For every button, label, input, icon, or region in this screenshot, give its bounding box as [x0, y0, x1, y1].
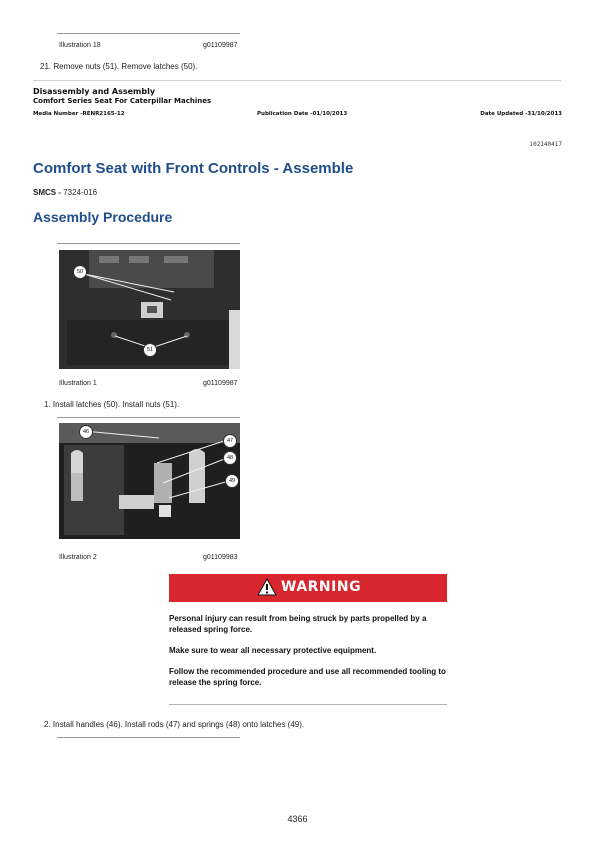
doc-header-title: Disassembly and Assembly [33, 87, 156, 96]
doc-header-subtitle: Comfort Series Seat For Caterpillar Machines [33, 97, 212, 105]
publication-date: Publication Date -01/10/2013 [257, 111, 348, 117]
figure2-top-rule [57, 417, 240, 418]
step-21: 21. Remove nuts (51). Remove latches (50). [40, 62, 198, 71]
figure-code: g01109987 [203, 42, 238, 49]
warning-text-3: Follow the recommended procedure and use all recommended tooling to release the spring force. [169, 667, 446, 687]
warning-bottom-rule [169, 704, 447, 705]
figure1-top-rule [57, 243, 240, 244]
top-rule [57, 33, 240, 34]
callout-47: 47 [223, 434, 237, 448]
callout-48: 48 [223, 451, 237, 465]
page-number: 4366 [287, 814, 308, 824]
smcs-line [33, 188, 97, 197]
warning-heading [257, 578, 361, 596]
warning-text-2: Make sure to wear all necessary protective equipment. [169, 646, 377, 655]
media-number: Media Number -RENR2165-12 [33, 111, 125, 117]
callout-49: 49 [225, 474, 239, 488]
smcs-label: SMCS - [33, 188, 61, 197]
callout-51: 51 [143, 343, 157, 357]
callout-46: 46 [79, 425, 93, 439]
warning-triangle-icon [257, 578, 277, 596]
warning-banner [169, 574, 447, 602]
section-title: Assembly Procedure [33, 209, 173, 225]
figure3-top-rule [57, 737, 240, 738]
illustration1-label: Illustration 1 [59, 380, 97, 387]
doc-id: i02140417 [529, 141, 562, 148]
illustration2-label: Illustration 2 [59, 554, 97, 561]
step-2: 2. Install handles (46). Install rods (47) and springs (48) onto latches (49). [44, 720, 305, 729]
callout-50: 50 [73, 265, 87, 279]
page-title: Comfort Seat with Front Controls - Assemble [33, 160, 354, 177]
warning-label: WARNING [281, 579, 362, 595]
smcs-value: 7324-016 [63, 188, 98, 197]
date-updated: Date Updated -31/10/2013 [480, 111, 562, 117]
illustration-label: Illustration 18 [59, 42, 101, 49]
section-divider [33, 80, 561, 81]
figure2-drawing [59, 423, 240, 539]
illustration1-code: g01109987 [203, 380, 238, 387]
illustration2-code: g01109983 [203, 554, 238, 561]
warning-text-1: Personal injury can result from being struck by parts propelled by a released spring force. [169, 614, 427, 634]
step-1: 1. Install latches (50). Install nuts (51). [44, 400, 180, 409]
figure2-photo [59, 423, 240, 539]
